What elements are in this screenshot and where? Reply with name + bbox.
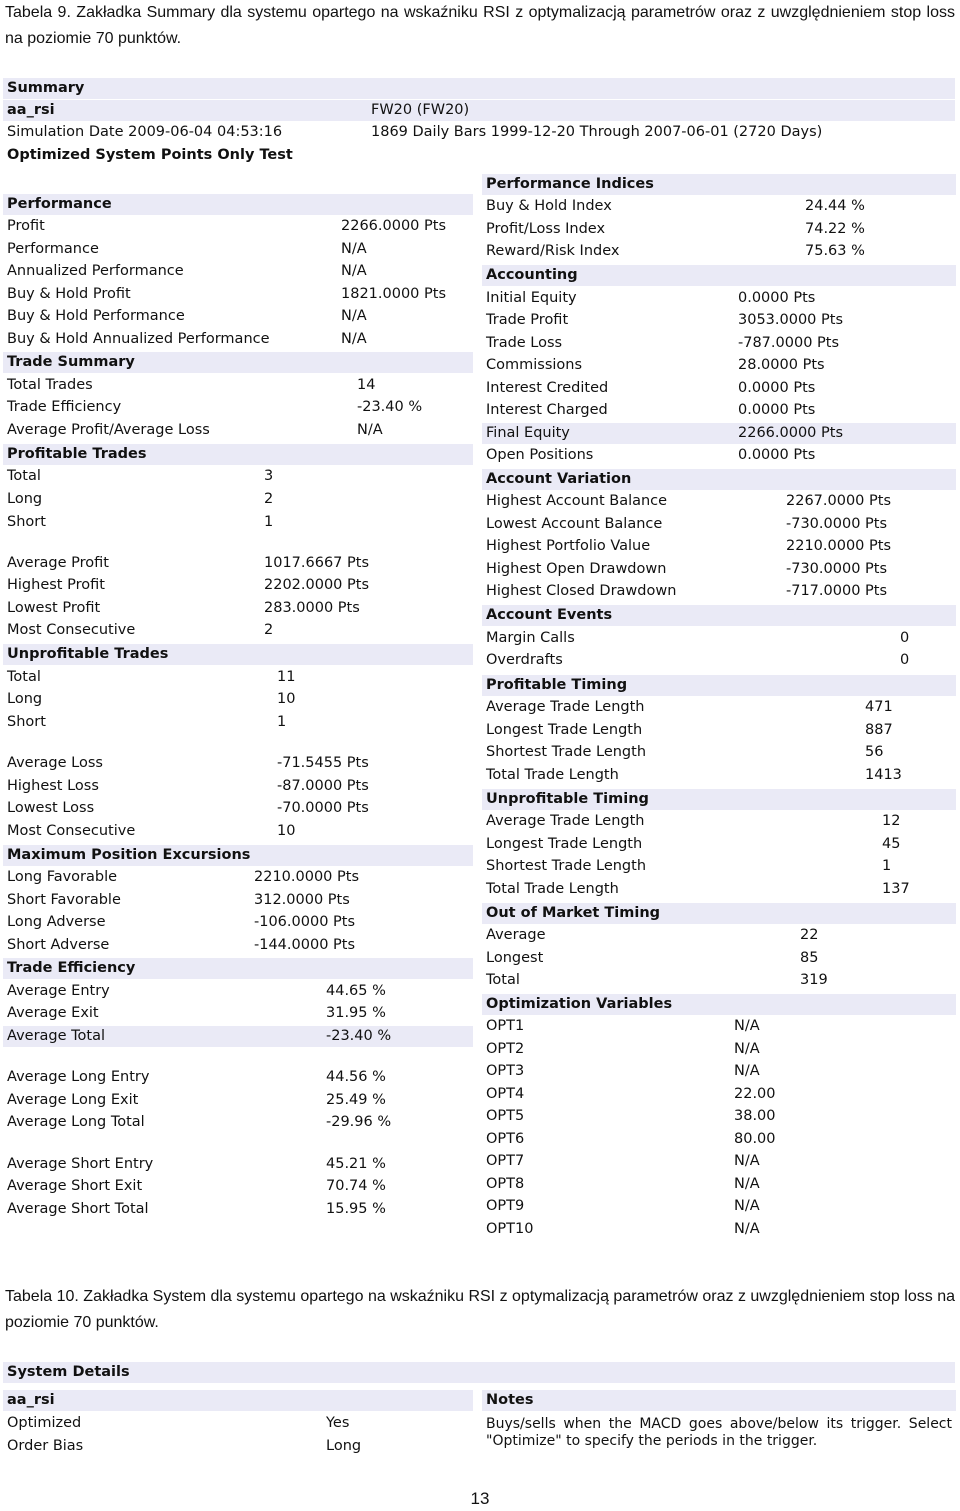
row-value: -70.0000 Pts bbox=[277, 800, 369, 816]
indices-row-profit-loss-index bbox=[482, 219, 956, 240]
row-label: Annualized Performance bbox=[7, 263, 184, 279]
market-timing-row-total bbox=[482, 970, 956, 991]
row-value: 1 bbox=[882, 858, 892, 874]
row-value: 14 bbox=[357, 377, 376, 393]
row-value: 2 bbox=[264, 491, 274, 507]
row-label: Total Trade Length bbox=[486, 767, 619, 783]
performance-row-buy-hold-performance bbox=[3, 306, 473, 327]
row-value: 0 bbox=[900, 652, 910, 668]
profitable-row-long bbox=[3, 489, 473, 510]
row-label: Trade Loss bbox=[486, 335, 563, 351]
row-value: N/A bbox=[734, 1018, 760, 1034]
efficiency-row-average-exit bbox=[3, 1003, 473, 1024]
market-timing-row-longest bbox=[482, 948, 956, 969]
row-label: OPT8 bbox=[486, 1176, 525, 1192]
row-label: Initial Equity bbox=[486, 290, 577, 306]
row-label: Highest Closed Drawdown bbox=[486, 583, 677, 599]
row-label: Average Short Total bbox=[7, 1201, 149, 1217]
row-label: Average Exit bbox=[7, 1005, 99, 1021]
row-value: 1017.6667 Pts bbox=[264, 555, 370, 571]
variation-row-highest-open-drawdown bbox=[482, 559, 956, 580]
row-label: Long bbox=[7, 491, 43, 507]
simulation-date: Simulation Date 2009-06-04 04:53:16 bbox=[7, 124, 283, 140]
events-section-title: Account Events bbox=[482, 605, 956, 626]
row-value: 2267.0000 Pts bbox=[786, 493, 892, 509]
unprof-timing-row-longest-trade-length bbox=[482, 834, 956, 855]
row-label: OPT7 bbox=[486, 1153, 525, 1169]
row-label: Buy & Hold Performance bbox=[7, 308, 185, 324]
row-value: 44.56 % bbox=[326, 1069, 386, 1085]
row-value: -144.0000 Pts bbox=[254, 937, 356, 953]
page-number: 13 bbox=[470, 1489, 490, 1508]
row-value: -717.0000 Pts bbox=[786, 583, 888, 599]
opt-vars-row-opt6 bbox=[482, 1129, 956, 1150]
row-value: 31.95 % bbox=[326, 1005, 386, 1021]
row-label: Trade Profit bbox=[486, 312, 569, 328]
unprofitable-row-most-consecutive bbox=[3, 821, 473, 842]
performance-section-title: Performance bbox=[3, 194, 473, 215]
row-value: 2210.0000 Pts bbox=[254, 869, 360, 885]
row-value: 22.00 bbox=[734, 1086, 776, 1102]
unprof-timing-row-shortest-trade-length bbox=[482, 856, 956, 877]
mpe-row-short-favorable bbox=[3, 890, 473, 911]
row-value: 319 bbox=[800, 972, 828, 988]
row-value: N/A bbox=[734, 1176, 760, 1192]
row-label: Most Consecutive bbox=[7, 823, 136, 839]
table10-caption: Tabela 10. Zakładka System dla systemu opartego na wskaźniku RSI z optymalizacją parametrów oraz z uwzględnieniem stop loss na poziomie 70 punktów. bbox=[5, 1288, 955, 1331]
profitable-row-lowest-profit bbox=[3, 598, 473, 619]
row-label: OPT3 bbox=[486, 1063, 525, 1079]
row-label: Shortest Trade Length bbox=[486, 744, 647, 760]
row-label: Average Short Exit bbox=[7, 1178, 143, 1194]
row-label: Total Trades bbox=[7, 377, 93, 393]
row-label: Commissions bbox=[486, 357, 583, 373]
accounting-section-title: Accounting bbox=[482, 265, 956, 286]
opt-vars-row-opt4 bbox=[482, 1084, 956, 1105]
row-value: -787.0000 Pts bbox=[738, 335, 840, 351]
events-row-margin-calls bbox=[482, 628, 956, 649]
table9-caption: Tabela 9. Zakładka Summary dla systemu opartego na wskaźniku RSI z optymalizacją parametrów oraz z uwzględnieniem stop loss na poziomie 70 punktów. bbox=[5, 4, 955, 47]
unprofitable-row-short bbox=[3, 712, 473, 733]
row-label: OPT9 bbox=[486, 1198, 525, 1214]
row-label: Interest Charged bbox=[486, 402, 608, 418]
row-label: Short bbox=[7, 514, 46, 530]
row-value: 0.0000 Pts bbox=[738, 447, 816, 463]
row-label: Average Trade Length bbox=[486, 699, 645, 715]
performance-row-performance bbox=[3, 239, 473, 260]
accounting-row-interest-credited bbox=[482, 378, 956, 399]
simulation-row bbox=[3, 122, 955, 143]
row-value: 2266.0000 Pts bbox=[738, 425, 844, 441]
row-value: 10 bbox=[277, 823, 296, 839]
efficiency-row-average-long-entry bbox=[3, 1067, 473, 1088]
row-value: N/A bbox=[734, 1198, 760, 1214]
accounting-row-trade-loss bbox=[482, 333, 956, 354]
row-label: OPT10 bbox=[486, 1221, 534, 1237]
profitable-row-short bbox=[3, 512, 473, 533]
indices-row-buy-hold-index bbox=[482, 196, 956, 217]
row-value: 0.0000 Pts bbox=[738, 402, 816, 418]
row-label: Overdrafts bbox=[486, 652, 563, 668]
row-value: N/A bbox=[734, 1063, 760, 1079]
row-value: 74.22 % bbox=[805, 221, 865, 237]
row-label: Buy & Hold Index bbox=[486, 198, 612, 214]
row-label: Longest Trade Length bbox=[486, 722, 643, 738]
row-value: 0.0000 Pts bbox=[738, 290, 816, 306]
performance-row-buy-hold-profit bbox=[3, 284, 473, 305]
accounting-row-open-positions bbox=[482, 445, 956, 466]
row-value: -71.5455 Pts bbox=[277, 755, 369, 771]
row-value: N/A bbox=[734, 1153, 760, 1169]
market-timing-row-average bbox=[482, 925, 956, 946]
row-value: N/A bbox=[734, 1221, 760, 1237]
row-value: 471 bbox=[865, 699, 893, 715]
row-value: 24.44 % bbox=[805, 198, 865, 214]
row-label: Lowest Loss bbox=[7, 800, 95, 816]
row-value: 80.00 bbox=[734, 1131, 776, 1147]
row-value: N/A bbox=[341, 308, 367, 324]
row-value: 25.49 % bbox=[326, 1092, 386, 1108]
variation-row-lowest-account-balance bbox=[482, 514, 956, 535]
row-value: 22 bbox=[800, 927, 819, 943]
row-value: 2202.0000 Pts bbox=[264, 577, 370, 593]
notes-text: Buys/sells when the MACD goes above/below its trigger. Select "Optimize" to specify the periods in the trigger. bbox=[486, 1416, 952, 1449]
opt-vars-row-opt2 bbox=[482, 1039, 956, 1060]
row-value: 44.65 % bbox=[326, 983, 386, 999]
opt-vars-row-opt9 bbox=[482, 1196, 956, 1217]
efficiency-row-average-total bbox=[3, 1026, 473, 1047]
row-label: Margin Calls bbox=[486, 630, 575, 646]
mpe-row-long-favorable bbox=[3, 867, 473, 888]
row-label: Average Profit bbox=[7, 555, 109, 571]
market-timing-section-title: Out of Market Timing bbox=[482, 903, 956, 924]
row-label: Highest Portfolio Value bbox=[486, 538, 651, 554]
accounting-row-interest-charged bbox=[482, 400, 956, 421]
test-type: Optimized System Points Only Test bbox=[7, 147, 293, 163]
system-name: aa_rsi bbox=[7, 102, 55, 118]
system-details-title: System Details bbox=[3, 1362, 955, 1383]
row-value: 1821.0000 Pts bbox=[341, 286, 447, 302]
summary-title: Summary bbox=[3, 78, 955, 99]
row-value: -730.0000 Pts bbox=[786, 561, 888, 577]
opt-vars-row-opt7 bbox=[482, 1151, 956, 1172]
profitable-row-total bbox=[3, 466, 473, 487]
performance-row-buy-hold-annualized-performance bbox=[3, 329, 473, 350]
row-label: Open Positions bbox=[486, 447, 594, 463]
row-value: 56 bbox=[865, 744, 884, 760]
row-label: OPT1 bbox=[486, 1018, 525, 1034]
variation-row-highest-account-balance bbox=[482, 491, 956, 512]
indices-section-title: Performance Indices bbox=[482, 174, 956, 195]
row-value: 85 bbox=[800, 950, 819, 966]
mpe-section-title: Maximum Position Excursions bbox=[3, 845, 473, 866]
mpe-row-long-adverse bbox=[3, 912, 473, 933]
row-label: Long Adverse bbox=[7, 914, 106, 930]
row-label: Buy & Hold Annualized Performance bbox=[7, 331, 270, 347]
trade-summary-row-average-profit-average-loss bbox=[3, 420, 473, 441]
row-value: N/A bbox=[341, 331, 367, 347]
opt-vars-row-opt8 bbox=[482, 1174, 956, 1195]
row-label: Total bbox=[486, 972, 520, 988]
accounting-row-initial-equity bbox=[482, 288, 956, 309]
prof-timing-row-longest-trade-length bbox=[482, 720, 956, 741]
row-label: Buy & Hold Profit bbox=[7, 286, 131, 302]
row-label: Short Favorable bbox=[7, 892, 121, 908]
system-row-optimized: Optimized Yes bbox=[7, 1415, 350, 1431]
row-label: OPT6 bbox=[486, 1131, 525, 1147]
unprof-timing-row-average-trade-length bbox=[482, 811, 956, 832]
row-value: 2210.0000 Pts bbox=[786, 538, 892, 554]
row-value: 15.95 % bbox=[326, 1201, 386, 1217]
row-value: 0 bbox=[900, 630, 910, 646]
profitable-row-most-consecutive bbox=[3, 620, 473, 641]
row-label: Longest bbox=[486, 950, 544, 966]
efficiency-row-average-entry bbox=[3, 981, 473, 1002]
row-label: OPT5 bbox=[486, 1108, 525, 1124]
row-label: Long Favorable bbox=[7, 869, 118, 885]
row-value: N/A bbox=[341, 241, 367, 257]
opt-vars-row-opt1 bbox=[482, 1016, 956, 1037]
prof-timing-row-shortest-trade-length bbox=[482, 742, 956, 763]
row-value: -23.40 % bbox=[326, 1028, 392, 1044]
performance-row-annualized-performance bbox=[3, 261, 473, 282]
row-value: -29.96 % bbox=[326, 1114, 392, 1130]
row-label: Performance bbox=[7, 241, 99, 257]
row-value: 0.0000 Pts bbox=[738, 380, 816, 396]
efficiency-row-average-short-total bbox=[3, 1199, 473, 1220]
row-label: Average Long Total bbox=[7, 1114, 145, 1130]
row-value: 10 bbox=[277, 691, 296, 707]
system-name-row bbox=[3, 100, 955, 121]
row-label: Average Loss bbox=[7, 755, 103, 771]
unprofitable-row-total bbox=[3, 667, 473, 688]
bars-info: 1869 Daily Bars 1999-12-20 Through 2007-06-01 (2720 Days) bbox=[371, 124, 823, 140]
performance-row-profit bbox=[3, 216, 473, 237]
row-label: Lowest Profit bbox=[7, 600, 101, 616]
row-label: Longest Trade Length bbox=[486, 836, 643, 852]
row-label: Average Profit/Average Loss bbox=[7, 422, 210, 438]
row-label: Long bbox=[7, 691, 43, 707]
unprofitable-row-lowest-loss bbox=[3, 798, 473, 819]
row-label: Average Entry bbox=[7, 983, 110, 999]
row-label: Average Short Entry bbox=[7, 1156, 154, 1172]
prof-timing-section-title: Profitable Timing bbox=[482, 675, 956, 696]
prof-timing-row-total-trade-length bbox=[482, 765, 956, 786]
system-row-order-bias: Order Bias Long bbox=[7, 1438, 362, 1454]
row-label: Average Trade Length bbox=[486, 813, 645, 829]
variation-row-highest-closed-drawdown bbox=[482, 581, 956, 602]
row-value: -87.0000 Pts bbox=[277, 778, 369, 794]
trade-summary-section-title: Trade Summary bbox=[3, 352, 473, 373]
mpe-row-short-adverse bbox=[3, 935, 473, 956]
row-label: Average Long Exit bbox=[7, 1092, 139, 1108]
symbol: FW20 (FW20) bbox=[371, 102, 470, 118]
efficiency-row-average-long-total bbox=[3, 1112, 473, 1133]
row-label: Most Consecutive bbox=[7, 622, 136, 638]
row-label: Final Equity bbox=[486, 425, 570, 441]
row-label: Shortest Trade Length bbox=[486, 858, 647, 874]
variation-section-title: Account Variation bbox=[482, 469, 956, 490]
efficiency-row-average-long-exit bbox=[3, 1090, 473, 1111]
unprof-timing-section-title: Unprofitable Timing bbox=[482, 789, 956, 810]
row-value: -106.0000 Pts bbox=[254, 914, 356, 930]
variation-row-highest-portfolio-value bbox=[482, 536, 956, 557]
efficiency-row-average-short-exit bbox=[3, 1176, 473, 1197]
opt-vars-section-title: Optimization Variables bbox=[482, 994, 956, 1015]
unprofitable-row-long bbox=[3, 689, 473, 710]
prof-timing-row-average-trade-length bbox=[482, 697, 956, 718]
row-value: N/A bbox=[341, 263, 367, 279]
profitable-row-highest-profit bbox=[3, 575, 473, 596]
row-label: Profit bbox=[7, 218, 45, 234]
profitable-row-average-profit bbox=[3, 553, 473, 574]
unprofitable-row-average-loss bbox=[3, 753, 473, 774]
unprof-timing-row-total-trade-length bbox=[482, 879, 956, 900]
row-label: Highest Open Drawdown bbox=[486, 561, 667, 577]
row-value: 1413 bbox=[865, 767, 902, 783]
notes-title: Notes bbox=[482, 1390, 956, 1411]
row-label: Average Total bbox=[7, 1028, 106, 1044]
row-label: Average Long Entry bbox=[7, 1069, 150, 1085]
row-label: Average bbox=[486, 927, 546, 943]
row-value: 45.21 % bbox=[326, 1156, 386, 1172]
row-label: Total bbox=[7, 468, 41, 484]
row-label: Profit/Loss Index bbox=[486, 221, 606, 237]
row-value: 45 bbox=[882, 836, 901, 852]
opt-vars-row-opt10 bbox=[482, 1219, 956, 1240]
row-value: 12 bbox=[882, 813, 901, 829]
unprofitable-section-title: Unprofitable Trades bbox=[3, 644, 473, 665]
accounting-row-final-equity bbox=[482, 423, 956, 444]
trade-summary-row-total-trades bbox=[3, 375, 473, 396]
row-label: Total Trade Length bbox=[486, 881, 619, 897]
row-value: 38.00 bbox=[734, 1108, 776, 1124]
events-row-overdrafts bbox=[482, 650, 956, 671]
opt-vars-row-opt3 bbox=[482, 1061, 956, 1082]
row-label: Lowest Account Balance bbox=[486, 516, 663, 532]
row-value: 137 bbox=[882, 881, 910, 897]
row-label: OPT2 bbox=[486, 1041, 525, 1057]
profitable-section-title: Profitable Trades bbox=[3, 444, 473, 465]
trade-summary-row-trade-efficiency bbox=[3, 397, 473, 418]
row-label: OPT4 bbox=[486, 1086, 525, 1102]
row-label: Short bbox=[7, 714, 46, 730]
system-name-band: aa_rsi bbox=[3, 1390, 473, 1411]
opt-vars-row-opt5 bbox=[482, 1106, 956, 1127]
row-value: 75.63 % bbox=[805, 243, 865, 259]
row-label: Highest Loss bbox=[7, 778, 99, 794]
row-label: Total bbox=[7, 669, 41, 685]
row-value: -730.0000 Pts bbox=[786, 516, 888, 532]
row-value: 2266.0000 Pts bbox=[341, 218, 447, 234]
row-label: Highest Profit bbox=[7, 577, 105, 593]
row-value: N/A bbox=[734, 1041, 760, 1057]
row-value: N/A bbox=[357, 422, 383, 438]
row-label: Highest Account Balance bbox=[486, 493, 668, 509]
row-label: Reward/Risk Index bbox=[486, 243, 620, 259]
indices-row-reward-risk-index bbox=[482, 241, 956, 262]
row-label: Trade Efficiency bbox=[7, 399, 122, 415]
row-value: 283.0000 Pts bbox=[264, 600, 360, 616]
row-label: Interest Credited bbox=[486, 380, 609, 396]
row-value: 28.0000 Pts bbox=[738, 357, 825, 373]
row-value: 887 bbox=[865, 722, 893, 738]
row-value: 1 bbox=[264, 514, 274, 530]
row-value: 2 bbox=[264, 622, 274, 638]
accounting-row-commissions bbox=[482, 355, 956, 376]
unprofitable-row-highest-loss bbox=[3, 776, 473, 797]
efficiency-row-average-short-entry bbox=[3, 1154, 473, 1175]
row-value: 3 bbox=[264, 468, 274, 484]
row-value: 70.74 % bbox=[326, 1178, 386, 1194]
row-value: 312.0000 Pts bbox=[254, 892, 350, 908]
row-value: -23.40 % bbox=[357, 399, 423, 415]
row-value: 1 bbox=[277, 714, 287, 730]
efficiency-section-title: Trade Efficiency bbox=[3, 958, 473, 979]
accounting-row-trade-profit bbox=[482, 310, 956, 331]
row-label: Short Adverse bbox=[7, 937, 110, 953]
row-value: 11 bbox=[277, 669, 296, 685]
row-value: 3053.0000 Pts bbox=[738, 312, 844, 328]
